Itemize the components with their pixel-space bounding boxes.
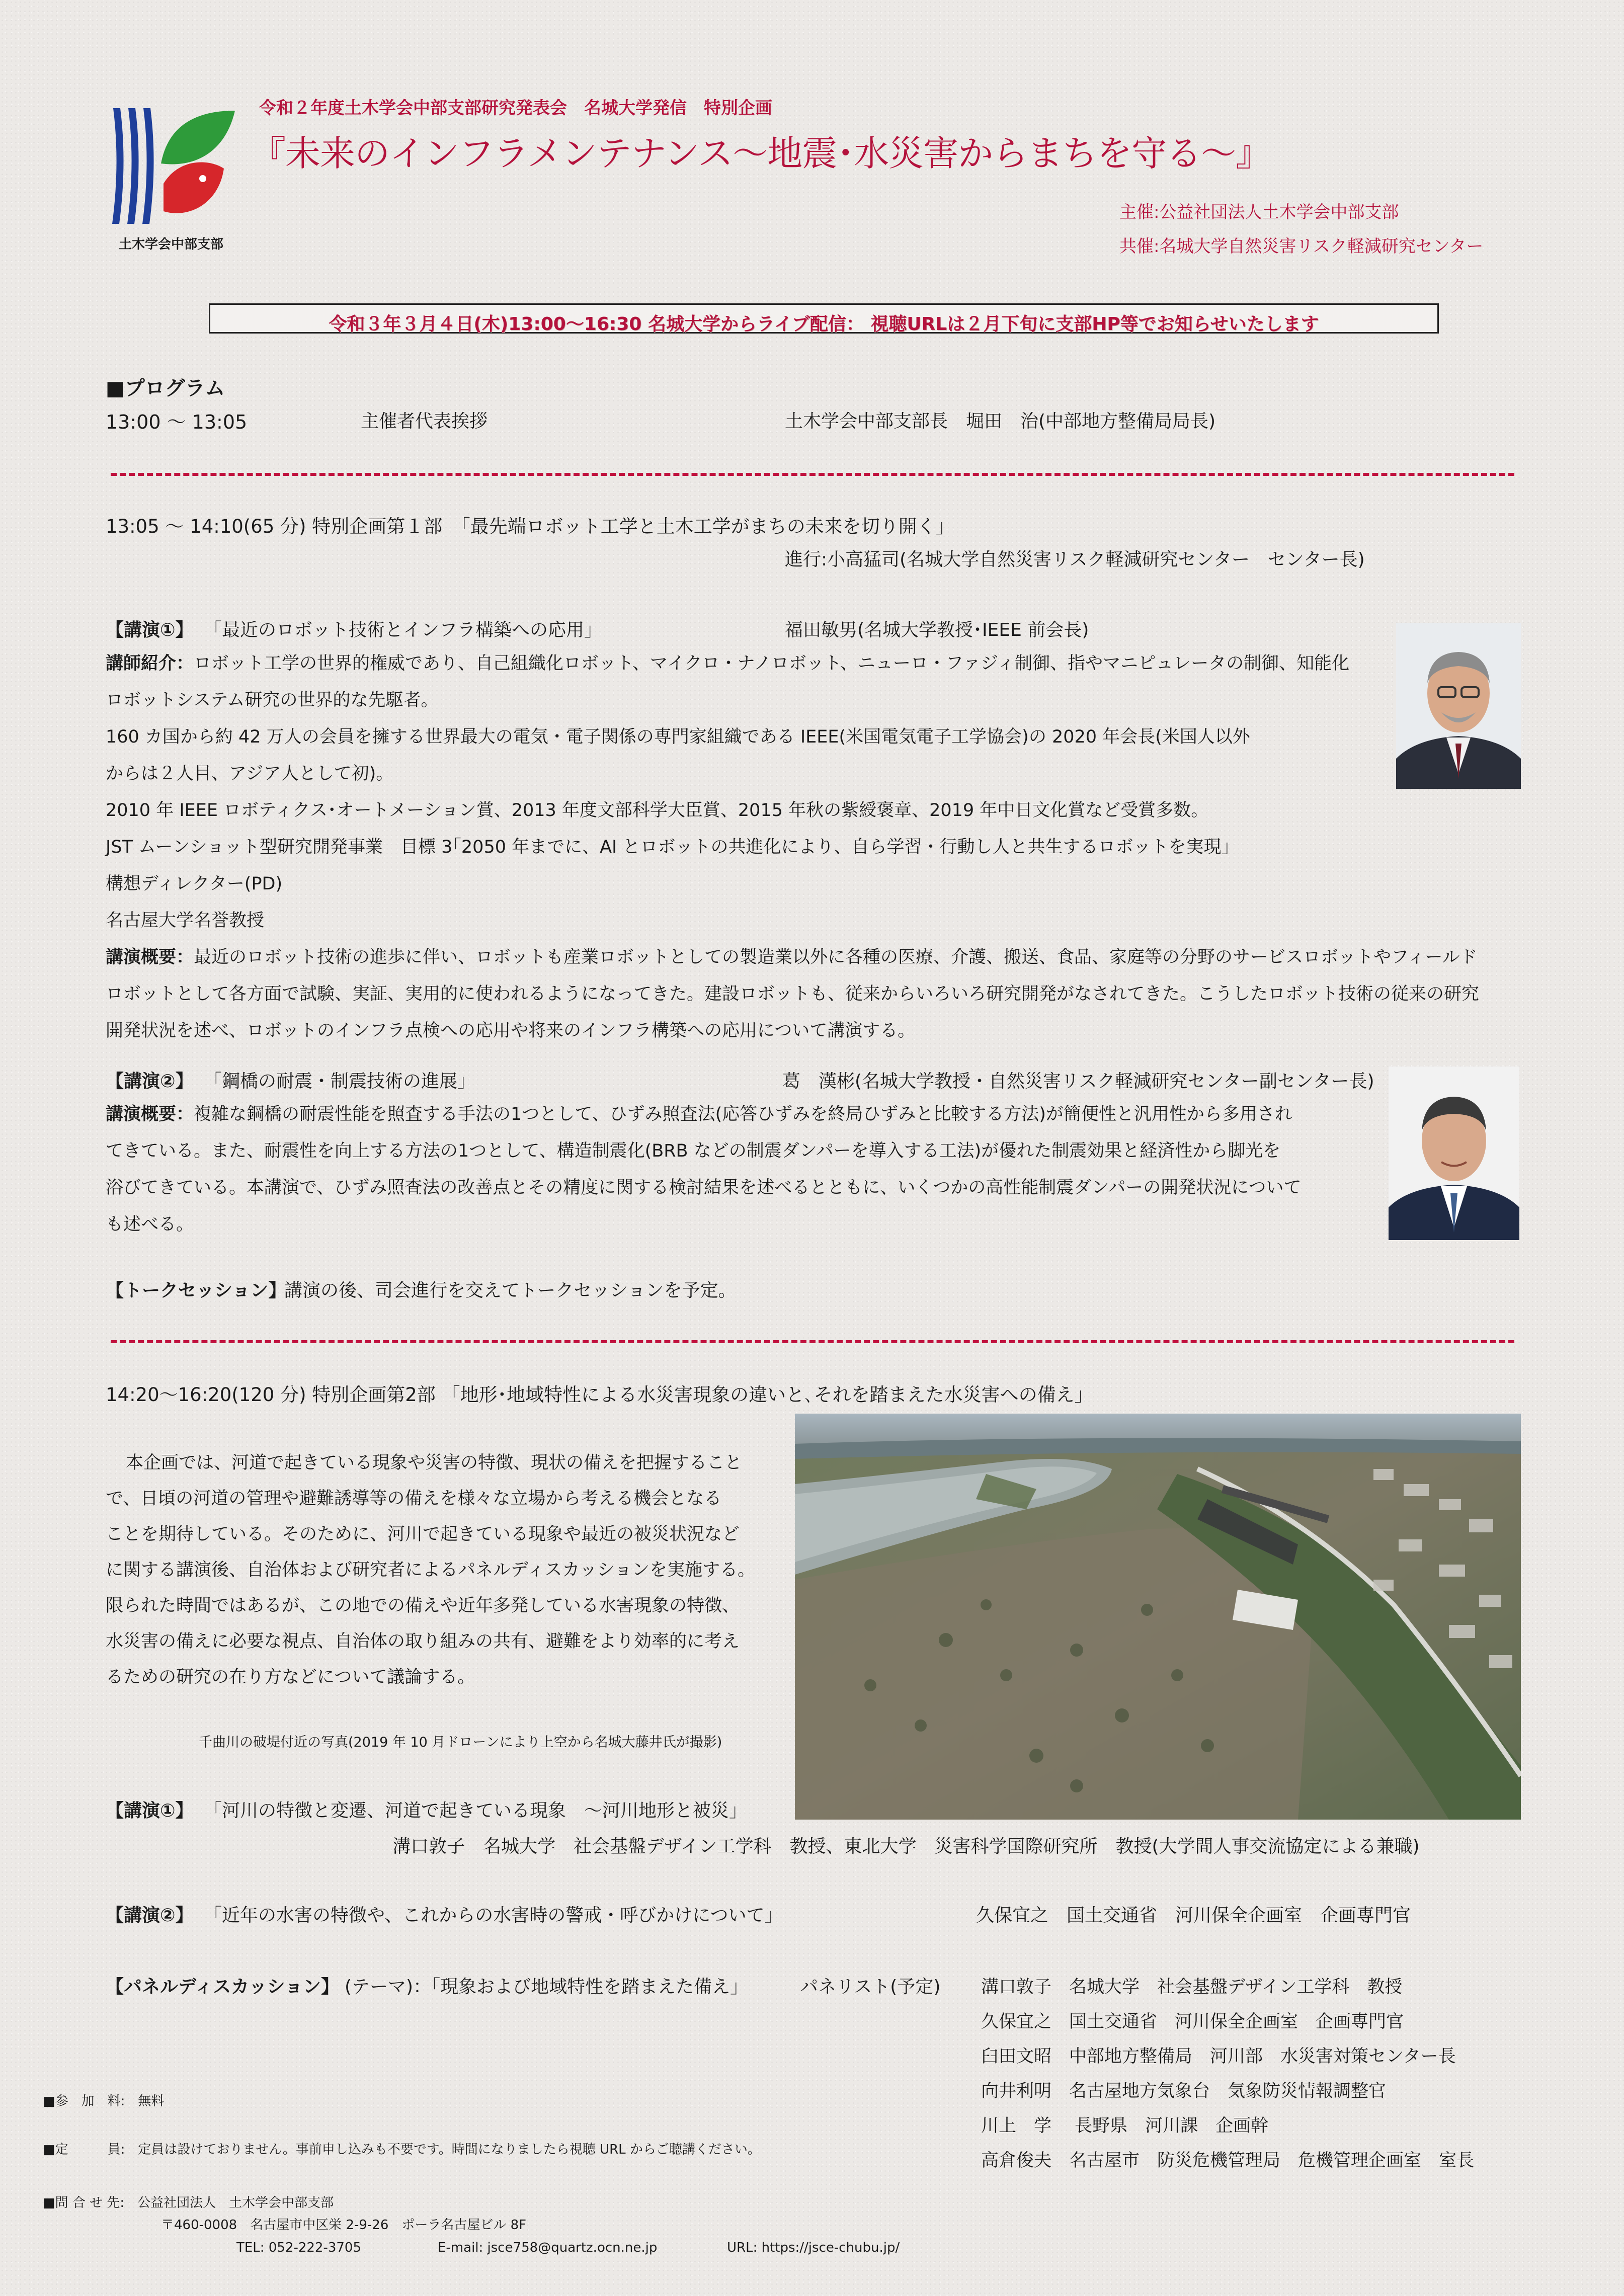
email-link[interactable]: E-mail: jsce758@quartz.ocn.ne.jp — [438, 2240, 658, 2255]
p1-lecture1-label: 【講演①】 — [106, 620, 194, 640]
profile-line: ロボットシステム研究の世界的な先駆者。 — [106, 690, 439, 710]
address: 〒460-0008 名古屋市中区栄 2-9-26 ポーラ名古屋ビル 8F — [161, 2218, 527, 2233]
logo-caption: 土木学会中部支部 — [118, 237, 223, 252]
intro-line: 水災害の備えに必要な視点、自治体の取り組みの共有、避難をより効率的に考え — [106, 1631, 740, 1652]
profile-line: ロボット工学の世界的権威であり、自己組織化ロボット、マイクロ・ナノロボット、ニューロ・ファジィ制御、指やマニピュレータの制御、知能化 — [194, 653, 1350, 674]
p2-lecture2-title: 「近年の水害の特徴や、これからの水害時の警戒・呼びかけについて」 — [204, 1905, 783, 1926]
part1-header: 13:05 ～ 14:10(65 分) 特別企画第１部 「最先端ロボット工学と土木工学がまちの未来を切り開く」 — [106, 516, 954, 537]
panelist: 向井利明 名古屋地方気象台 気象防災情報調整官 — [981, 2081, 1387, 2101]
opening-speaker: 土木学会中部支部長 堀田 治(中部地方整備局局長) — [785, 411, 1216, 432]
contact: ■問 合 せ 先: 公益社団法人 土木学会中部支部 — [43, 2195, 334, 2210]
talk-session-label: 【トークセッション】 — [106, 1280, 287, 1301]
supertitle: 令和２年度土木学会中部支部研究発表会 名城大学発信 特別企画 — [259, 98, 772, 118]
part2-header: 14:20～16:20(120 分) 特別企画第2部 「地形･地域特性による水災害現象の違いと､それを踏まえた水災害への備え」 — [106, 1384, 1093, 1406]
p1-lecture2-speaker: 葛 漢彬(名城大学教授・自然災害リスク軽減研究センター副センター長) — [782, 1071, 1374, 1092]
intro-line: で、日頃の河道の管理や避難誘導等の備えを様々な立場から考える機会となる — [106, 1489, 722, 1509]
portrait-ge-icon — [1389, 1067, 1519, 1240]
profile-label: 講師紹介： — [106, 653, 194, 674]
summary-label: 講演概要： — [106, 947, 194, 967]
summary-line: ロボットとして各方面で試験、実証、実用的に使われるようになってきた。建設ロボットも、従来からいろいろ研究開発がなされてきた。こうしたロボット技術の従来の研究 — [106, 984, 1480, 1004]
organizer: 主催:公益社団法人土木学会中部支部 — [1119, 202, 1399, 222]
summary-line: てきている。また、耐震性を向上する方法の1つとして、構造制震化(BRB などの制震ダンパーを導入する工法)が優れた制震効果と経済性から脚光を — [106, 1141, 1281, 1161]
profile-line: 2010 年 IEEE ロボティクス･オートメーション賞、2013 年度文部科学大臣賞、2015 年秋の紫綬褒章、2019 年中日文化賞など受賞多数。 — [106, 800, 1209, 821]
opening-title: 主催者代表挨拶 — [361, 411, 488, 432]
divider — [111, 1340, 1514, 1343]
p2-lecture2-label: 【講演②】 — [106, 1905, 194, 1926]
summary-line: 開発状況を述べ、ロボットのインフラ点検への応用や将来のインフラ構築への応用について講演する。 — [106, 1021, 916, 1041]
panelist: 久保宜之 国土交通省 河川保全企画室 企画専門官 — [981, 2012, 1404, 2032]
jsce-chubu-logo-icon — [103, 103, 239, 229]
panelist: 臼田文昭 中部地方整備局 河川部 水災害対策センター長 — [981, 2046, 1456, 2067]
panelist: 川上 学 長野県 河川課 企画幹 — [981, 2116, 1269, 2136]
profile-line: からは２人目、アジア人として初)。 — [106, 764, 394, 784]
summary-line: 浴びてきている。本講演で、ひずみ照査法の改善点とその精度に関する検討結果を述べるとともに、いくつかの高性能制震ダンパーの開発状況について — [106, 1178, 1302, 1198]
website-link[interactable]: URL: https://jsce-chubu.jp/ — [727, 2240, 900, 2255]
panelists-label: パネリスト(予定) — [800, 1977, 941, 1997]
capacity: ■定 員: 定員は設けておりません。事前申し込みも不要です。時間になりましたら視聴 URL からご聴講ください。 — [43, 2142, 761, 2157]
program-heading: ■プログラム — [106, 377, 225, 400]
profile-line: 160 カ国から約 42 万人の会員を擁する世界最大の電気・電子関係の専門家組織である IEEE(米国電気電子工学協会)の 2020 年会長(米国人以外 — [106, 727, 1250, 747]
fee: ■参 加 料: 無料 — [43, 2094, 165, 2109]
broadcast-banner-text: 令和３年３月４日(木)13:00～16:30 名城大学からライブ配信： 視聴URLは２月下旬に支部HP等でお知らせいたします — [329, 314, 1319, 335]
p1-lecture1-title: 「最近のロボット技術とインフラ構築への応用」 — [204, 620, 603, 640]
tel: TEL: 052-222-3705 — [236, 2240, 362, 2255]
opening-time: 13:00 ～ 13:05 — [106, 411, 248, 433]
jsce-logo — [103, 103, 239, 252]
panelist: 溝口敦子 名城大学 社会基盤デザイン工学科 教授 — [981, 1977, 1403, 1997]
p1-lecture2-label: 【講演②】 — [106, 1071, 194, 1092]
p2-lecture1-title: 「河川の特徴と変遷、河道で起きている現象 ～河川地形と被災」 — [204, 1800, 748, 1821]
profile-line: JST ムーンショット型研究開発事業 目標 3｢2050 年までに、AI とロボットの共進化により、自ら学習・行動し人と共生するロボットを実現」 — [106, 837, 1239, 857]
photo-caption: 千曲川の破堤付近の写真(2019 年 10 月ドローンにより上空から名城大藤井氏が撮影) — [199, 1735, 722, 1750]
intro-line: に関する講演後、自治体および研究者によるパネルディスカッションを実施する。 — [106, 1560, 756, 1580]
summary-line: も述べる。 — [106, 1214, 194, 1235]
panel-theme: (テーマ)：「現象および地域特性を踏まえた備え」 — [345, 1977, 749, 1997]
summary-line: 複雑な鋼橋の耐震性能を照査する手法の1つとして、ひずみ照査法(応答ひずみを終局ひずみと比較する方法)が簡便性と汎用性から多用され — [194, 1104, 1292, 1124]
p2-lecture1-label: 【講演①】 — [106, 1800, 194, 1821]
p1-lecture1-speaker: 福田敏男(名城大学教授･IEEE 前会長) — [785, 620, 1089, 640]
part2-intro — [106, 1450, 785, 1690]
aerial-flood-photo-icon — [795, 1414, 1521, 1820]
intro-line: 本企画では、河道で起きている現象や災害の特徴、現状の備えを把握すること — [126, 1453, 743, 1473]
talk-session-text: 講演の後、司会進行を交えてトークセッションを予定。 — [284, 1280, 737, 1301]
p2-lecture2-speaker: 久保宜之 国土交通省 河川保全企画室 企画専門官 — [976, 1905, 1411, 1926]
panelist-list — [981, 1975, 1474, 2174]
summary-line: 最近のロボット技術の進歩に伴い、ロボットも産業ロボットとしての製造業以外に各種の医療、介護、搬送、食品、家庭等の分野のサービスロボットやフィールド — [194, 947, 1478, 967]
profile-line: 名古屋大学名誉教授 — [106, 911, 265, 931]
p1-lecture1-profile — [106, 651, 1480, 1044]
intro-line: 限られた時間ではあるが、この地での備えや近年多発している水害現象の特徴、 — [106, 1596, 740, 1616]
p1-lecture2-title: 「鋼橋の耐震・制震技術の進展」 — [204, 1071, 476, 1092]
summary-label: 講演概要： — [106, 1104, 194, 1124]
intro-line: ことを期待している。そのために、河川で起きている現象や最近の被災状況など — [106, 1524, 740, 1544]
p2-lecture1-speaker: 溝口敦子 名城大学 社会基盤デザイン工学科 教授、東北大学 災害科学国際研究所 教授(大学間人事交流協定による兼職) — [392, 1836, 1420, 1857]
intro-line: るための研究の在り方などについて議論する。 — [106, 1667, 475, 1687]
portrait-fukuda-icon — [1396, 623, 1521, 789]
profile-line: 構想ディレクター(PD) — [106, 874, 283, 894]
divider — [111, 473, 1514, 476]
part1-moderator: 進行:小高猛司(名城大学自然災害リスク軽減研究センター センター長) — [785, 549, 1365, 570]
page-title: 『未来のインフラメンテナンス～地震･水災害からまちを守る～』 — [251, 133, 1271, 174]
panel-label: 【パネルディスカッション】 — [106, 1977, 340, 1997]
broadcast-banner — [209, 303, 1439, 334]
p1-lecture2-summary — [106, 1102, 1378, 1238]
panelist: 高倉俊夫 名古屋市 防災危機管理局 危機管理企画室 室長 — [981, 2151, 1475, 2171]
cosponsor: 共催:名城大学自然災害リスク軽減研究センター — [1119, 236, 1484, 257]
